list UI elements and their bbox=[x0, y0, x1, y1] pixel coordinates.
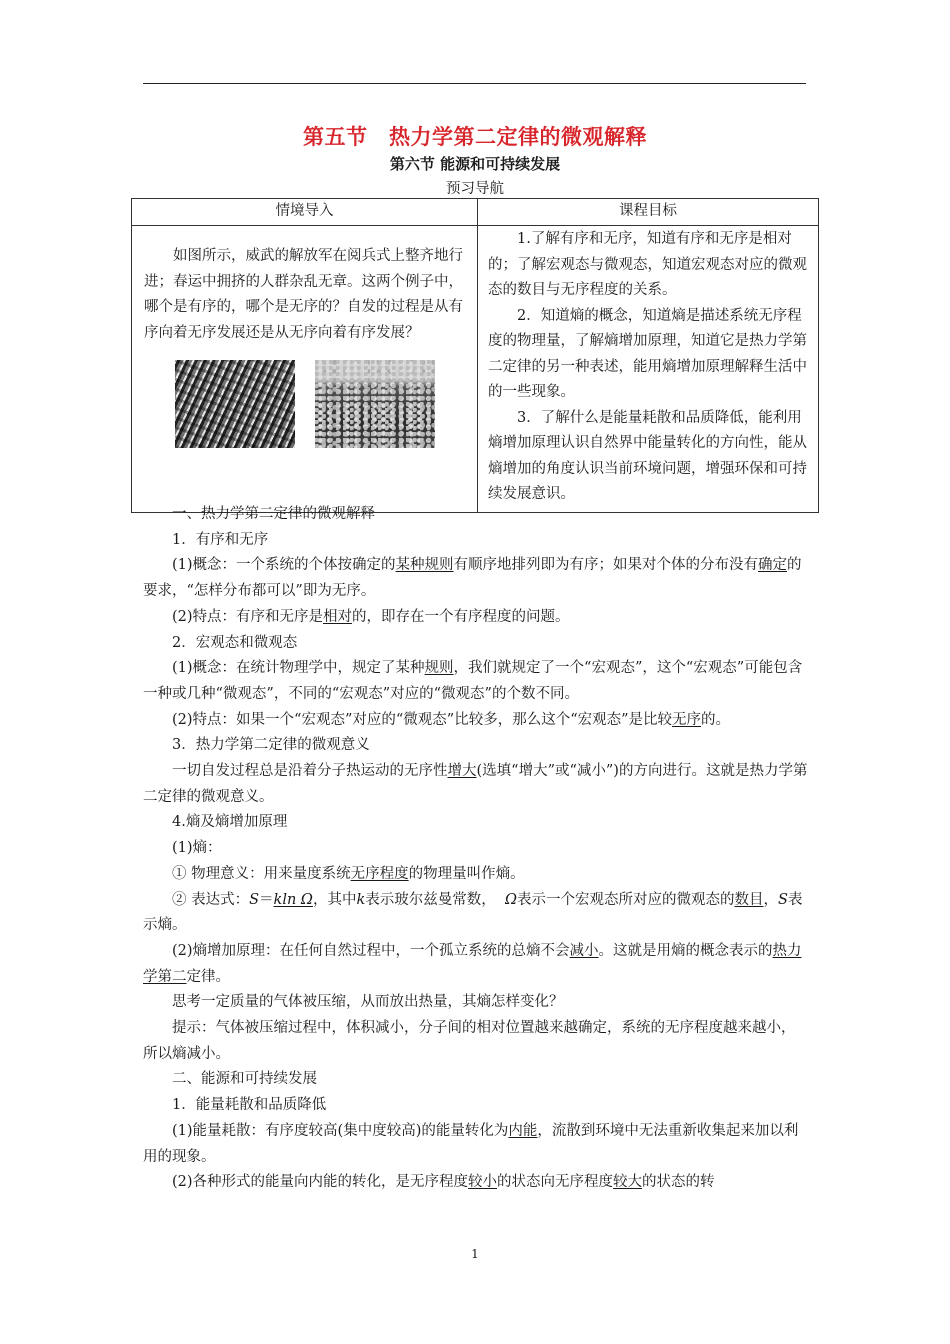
paragraph: (1)概念：一个系统的个体按确定的某种规则有顺序地排列即为有序；如果对个体的分布没有确定的要求，“怎样分布都可以”即为无序。 bbox=[143, 557, 802, 600]
preview-label: 预习导航 bbox=[446, 181, 504, 197]
answer-blank: 增大 bbox=[447, 763, 477, 780]
goal-item: 3．了解什么是能量耗散和品质降低，能利用熵增加原理认识自然界中能量转化的方向性，能从熵增加的角度认识当前环境问题，增强环保和可持续发展意识。 bbox=[488, 409, 807, 502]
scenario-header: 情境导入 bbox=[132, 199, 478, 226]
subsection-heading: 2．宏观态和微观态 bbox=[172, 634, 298, 651]
answer-blank: 确定 bbox=[758, 557, 788, 574]
page-subtitle: 第六节 能源和可持续发展 bbox=[389, 155, 561, 173]
answer-blank: 减小 bbox=[569, 942, 599, 959]
paragraph: (2)特点：如果一个“宏观态”对应的“微观态”比较多，那么这个“宏观态”是比较无序的。 bbox=[172, 711, 731, 728]
subsection-heading: 1．有序和无序 bbox=[172, 531, 269, 548]
answer-blank: kln Ω bbox=[273, 891, 313, 908]
answer-blank: 无序 bbox=[672, 711, 702, 728]
paragraph: (2)特点：有序和无序是相对的，即存在一个有序程度的问题。 bbox=[172, 608, 570, 625]
section-heading: 二、能源和可持续发展 bbox=[172, 1071, 317, 1088]
answer-blank: 规则 bbox=[424, 660, 454, 677]
paragraph: (1)概念：在统计物理学中，规定了某种规则，我们就规定了一个“宏观态”，这个“宏观态”可能包含一种或几种“微观态”，不同的“宏观态”对应的“微观态”的个数不同。 bbox=[143, 660, 803, 702]
goal-item: 2．知道熵的概念，知道熵是描述系统无序程度的物理量，了解熵增加原理，知道它是热力学第二定律的另一种表述，能用熵增加原理解释生活中的一些现象。 bbox=[488, 307, 807, 400]
answer-blank: 较小 bbox=[468, 1174, 498, 1191]
page-title: 第五节 热力学第二定律的微观解释 bbox=[303, 125, 647, 149]
paragraph: (2)熵增加原理：在任何自然过程中，一个孤立系统的总熵不会减小。这就是用熵的概念表示的热力学第二定律。 bbox=[143, 942, 802, 985]
goals-cell bbox=[478, 226, 819, 513]
answer-blank: 较大 bbox=[613, 1174, 643, 1191]
paragraph: ① 物理意义：用来量度系统无序程度的物理量叫作熵。 bbox=[172, 865, 525, 882]
answer-blank: 某种规则 bbox=[395, 557, 454, 574]
goals-header: 课程目标 bbox=[478, 199, 819, 226]
answer-blank: 相对 bbox=[323, 608, 353, 625]
subsection-heading: 4.熵及熵增加原理 bbox=[172, 814, 288, 831]
answer-blank: 内能 bbox=[508, 1122, 538, 1139]
paragraph: (2)各种形式的能量向内能的转化，是无序程度较小的状态向无序程度较大的状态的转 bbox=[172, 1174, 715, 1191]
page-number: 1 bbox=[471, 1247, 479, 1261]
paragraph: ② 表达式：S＝kln Ω，其中k表示玻尔兹曼常数， Ω表示一个宏观态所对应的微观态的数目，S表示熵。 bbox=[143, 891, 803, 934]
answer-blank: 数目 bbox=[734, 891, 764, 908]
scenario-text: 如图所示，威武的解放军在阅兵式上整齐地行进；春运中拥挤的人群杂乱无章。这两个例子中，哪个是有序的，哪个是无序的？自发的过程是从有序向着无序发展还是从无序向着有序发展？ bbox=[144, 248, 463, 341]
section-heading: 一、热力学第二定律的微观解释 bbox=[172, 506, 375, 522]
paragraph: 一切自发过程总是沿着分子热运动的无序性增大(选填“增大”或“减小”)的方向进行。这就是热力学第二定律的微观意义。 bbox=[143, 763, 808, 805]
think-question: 思考一定质量的气体被压缩，从而放出热量，其熵怎样变化？ bbox=[172, 994, 564, 1011]
crowd-image bbox=[315, 360, 435, 448]
scenario-cell bbox=[132, 226, 478, 513]
subsection-heading: 3．热力学第二定律的微观意义 bbox=[172, 737, 370, 754]
goal-item: 1.了解有序和无序，知道有序和无序是相对的；了解宏观态与微观态，知道宏观态对应的微观态的数目与无序程度的关系。 bbox=[488, 231, 807, 298]
preview-table bbox=[131, 198, 819, 513]
hint-answer: 提示：气体被压缩过程中，体积减小，分子间的相对位置越来越确定，系统的无序程度越来越小，所以熵减小。 bbox=[143, 1020, 796, 1062]
answer-blank: 无序程度 bbox=[350, 865, 409, 882]
parade-soldiers-image bbox=[175, 360, 295, 448]
paragraph: (1)能量耗散：有序度较高(集中度较高)的能量转化为内能，流散到环境中无法重新收集起来加以利用的现象。 bbox=[143, 1122, 799, 1165]
paragraph: (1)熵： bbox=[172, 840, 222, 857]
header-rule bbox=[143, 83, 806, 84]
main-content bbox=[143, 502, 808, 1196]
scenario-images bbox=[144, 360, 465, 448]
subsection-heading: 1．能量耗散和品质降低 bbox=[172, 1097, 327, 1114]
answer-blank: 热力学第二 bbox=[143, 942, 802, 985]
